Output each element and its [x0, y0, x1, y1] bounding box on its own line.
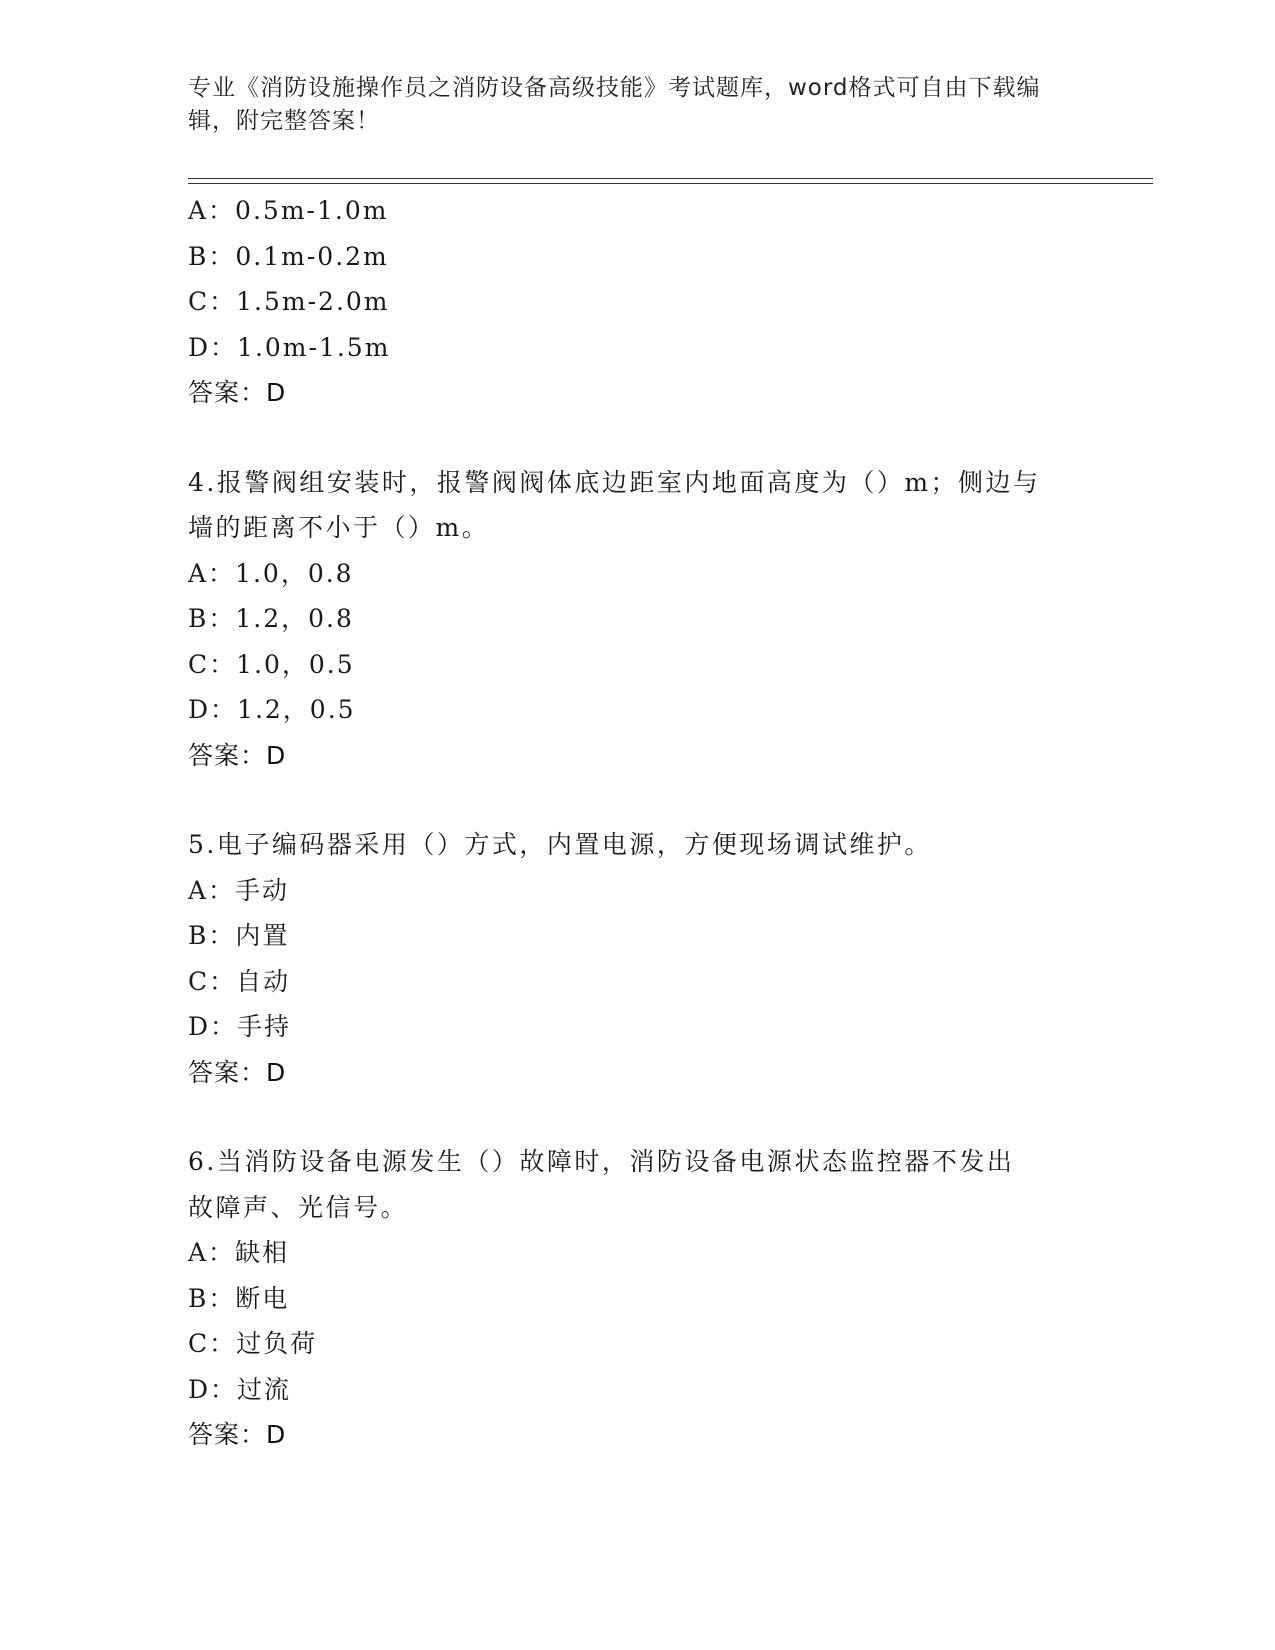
answer-line: 答案：D	[188, 1057, 287, 1087]
answer-line: 答案：D	[188, 740, 287, 770]
question-stem-line-1: 4.报警阀组安装时，报警阀阀体底边距室内地面高度为（）m；侧边与	[188, 467, 1041, 497]
option-d: D：1.2，0.5	[188, 695, 356, 724]
question-stem	[188, 460, 1088, 551]
option-d: D：1.0m-1.5m	[188, 332, 391, 362]
option-b: B：0.1m-0.2m	[188, 241, 389, 271]
question-stem-line-2: 故障声、光信号。	[188, 1192, 409, 1222]
question-stem	[188, 822, 1088, 868]
answer-line: 答案：D	[188, 378, 287, 407]
spacer	[188, 778, 1088, 822]
option-b: B：1.2，0.8	[188, 604, 354, 633]
option-b: B：断电	[188, 1283, 290, 1313]
option-c: C：自动	[188, 966, 291, 996]
option-a: A：1.0，0.8	[188, 558, 354, 588]
spacer	[188, 1095, 1088, 1139]
option-d: D：过流	[188, 1374, 292, 1404]
option-b: B：内置	[188, 921, 290, 950]
option-a: A：0.5m-1.0m	[188, 196, 389, 225]
spacer	[188, 416, 1088, 460]
option-c: C：过负荷	[188, 1329, 318, 1358]
option-a: A：手动	[188, 875, 290, 905]
option-c: C：1.5m-2.0m	[188, 287, 390, 316]
question-block-6	[188, 1139, 1088, 1458]
header-divider-top	[188, 178, 1153, 179]
header-divider-bottom	[188, 183, 1153, 184]
header-line-1: 专业《消防设施操作员之消防设备高级技能》考试题库，word格式可自由下载编	[188, 75, 1041, 101]
question-stem	[188, 1139, 1088, 1230]
option-a: A：缺相	[188, 1238, 290, 1267]
question-list	[188, 188, 1088, 1458]
question-block-3	[188, 188, 1088, 416]
header-line-2: 辑，附完整答案！	[188, 108, 380, 134]
question-stem-line-1: 6.当消防设备电源发生（）故障时，消防设备电源状态监控器不发出	[188, 1147, 1015, 1176]
option-c: C：1.0，0.5	[188, 649, 355, 679]
option-d: D：手持	[188, 1012, 292, 1041]
question-stem-line-1: 5.电子编码器采用（）方式，内置电源，方便现场调试维护。	[188, 830, 932, 859]
question-stem-line-2: 墙的距离不小于（）m。	[188, 513, 490, 542]
answer-line: 答案：D	[188, 1420, 287, 1449]
question-block-5	[188, 822, 1088, 1095]
question-block-4	[188, 460, 1088, 779]
document-header	[188, 72, 1088, 138]
